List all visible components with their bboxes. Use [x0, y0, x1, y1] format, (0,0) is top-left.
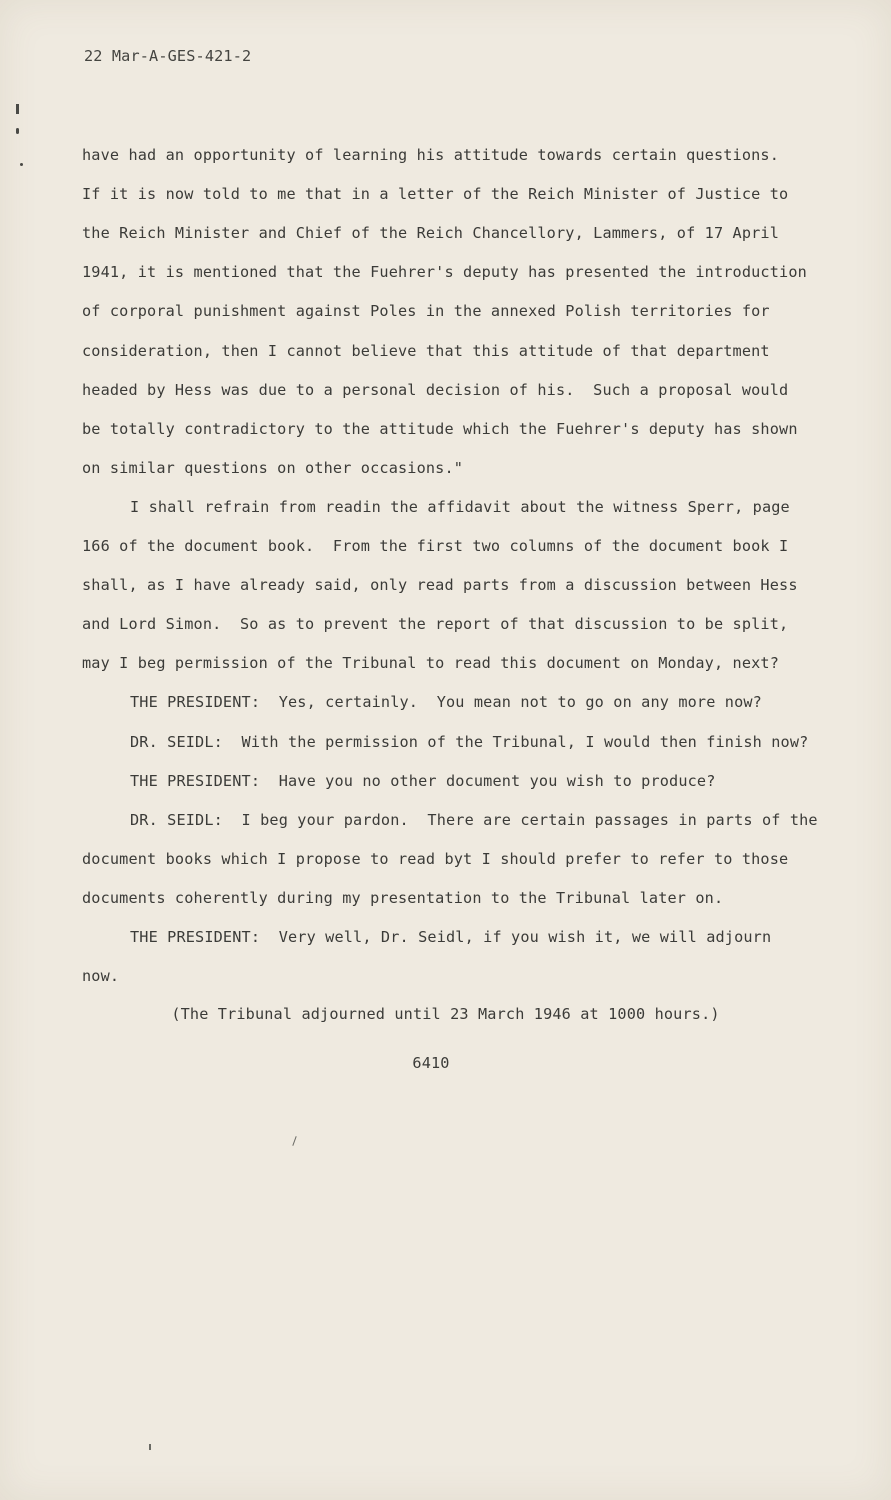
text-line: DR. SEIDL: I beg your pardon. There are certain passages in parts of the: [130, 810, 818, 829]
text-line: 166 of the document book. From the first two columns of the document book I: [82, 537, 789, 555]
margin-mark: [16, 104, 19, 114]
text-line: document books which I propose to read byt I should prefer to refer to those: [82, 849, 789, 868]
text-line: THE PRESIDENT: Very well, Dr. Seidl, if you wish it, we will adjourn: [130, 928, 772, 946]
text-line: headed by Hess was due to a personal decision of his. Such a proposal would: [82, 380, 789, 399]
text-line: If it is now told to me that in a letter of the Reich Minister of Justice to: [82, 185, 789, 204]
text-line: I shall refrain from readin the affidavit about the witness Sperr, page: [130, 497, 790, 516]
text-line: of corporal punishment against Poles in the annexed Polish territories for: [82, 302, 770, 321]
document-reference-header: 22 Mar-A-GES-421-2: [84, 47, 252, 65]
text-line: now.: [82, 967, 120, 986]
text-line: consideration, then I cannot believe that this attitude of that department: [82, 341, 770, 360]
page-number: 6410: [412, 1054, 450, 1072]
text-line: have had an opportunity of learning his attitude towards certain questions.: [82, 146, 780, 164]
text-line: DR. SEIDL: With the permission of the Tribunal, I would then finish now?: [130, 732, 809, 751]
text-line: documents coherently during my presentation to the Tribunal later on.: [82, 888, 724, 907]
text-line: on similar questions on other occasions.": [82, 458, 464, 477]
text-line: shall, as I have already said, only read parts from a discussion between Hess: [82, 576, 798, 595]
margin-mark: [20, 163, 23, 166]
text-line: the Reich Minister and Chief of the Reich Chancellory, Lammers, of 17 April: [82, 224, 780, 243]
adjournment-note: (The Tribunal adjourned until 23 March 1946 at 1000 hours.): [171, 1005, 720, 1023]
margin-mark: [16, 128, 19, 134]
text-line: THE PRESIDENT: Have you no other document you wish to produce?: [130, 771, 716, 790]
stray-mark: [149, 1444, 151, 1450]
text-line: and Lord Simon. So as to prevent the report of that discussion to be split,: [82, 615, 789, 634]
text-line: be totally contradictory to the attitude which the Fuehrer's deputy has shown: [82, 419, 798, 438]
text-line: THE PRESIDENT: Yes, certainly. You mean not to go on any more now?: [130, 693, 762, 712]
stray-mark: [292, 1136, 296, 1146]
text-line: 1941, it is mentioned that the Fuehrer's deputy has presented the introduction: [82, 263, 807, 282]
text-line: may I beg permission of the Tribunal to read this document on Monday, next?: [82, 654, 780, 673]
